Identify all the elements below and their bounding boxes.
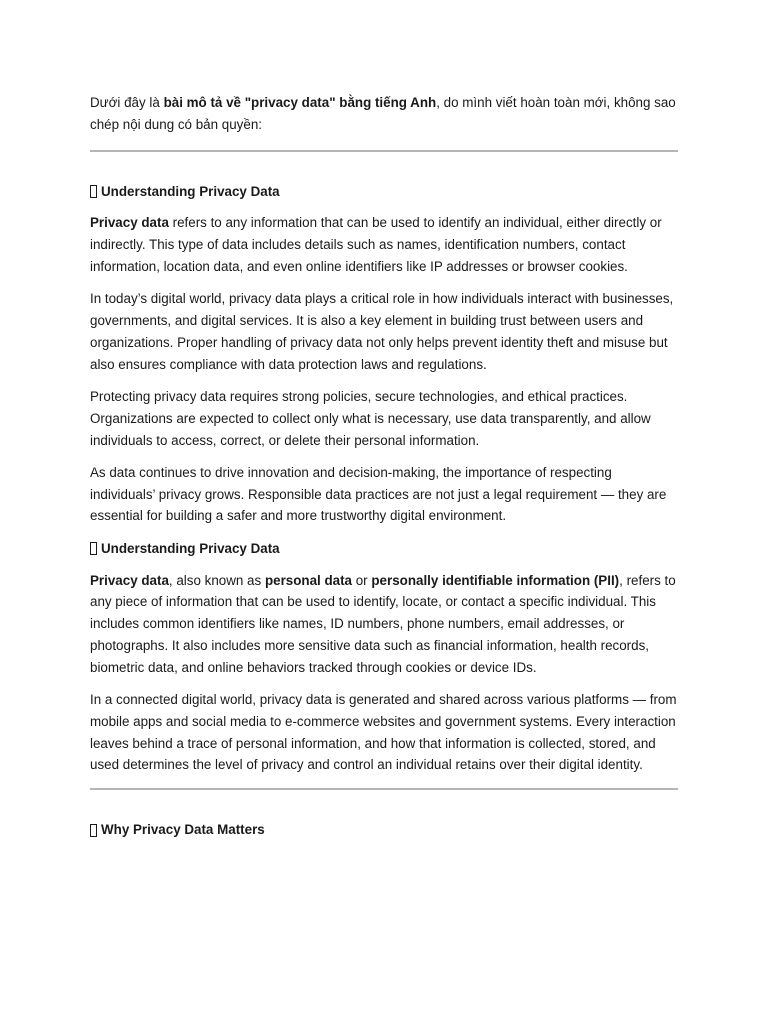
divider-top <box>90 150 678 152</box>
intro-suffix: , do mình viết hoàn toàn mới, không sao chép nội dung có bản quyền: <box>90 95 676 132</box>
paragraph-text: refers to any information that can be used to identify an individual, either directly or indirectly. This type of data includes details such as names, identification numbers, contact information, location data, and even online identifiers like IP addresses or browser cookies. <box>90 215 662 274</box>
paragraph-text: or <box>352 572 372 588</box>
paragraph <box>90 212 680 277</box>
section-heading-understanding <box>90 181 680 203</box>
bold-term: Privacy data <box>90 572 169 588</box>
intro-paragraph <box>90 92 680 136</box>
paragraph: As data continues to drive innovation and decision-making, the importance of respecting individuals’ privacy grows. Responsible data practices are not just a legal requirement — they are essential for building a safer and more trustworthy digital environment. <box>90 464 667 524</box>
paragraph: In a connected digital world, privacy data is generated and shared across various platforms — from mobile apps and social media to e-commerce websites and government systems. Every interaction leaves behind a trace of personal information, and how that information is collected, stored, and used determines the level of privacy and control an individual retains over their digital identity. <box>90 692 677 773</box>
missing-glyph-box-icon <box>90 542 97 555</box>
missing-glyph-box-icon <box>90 824 97 837</box>
paragraph <box>90 570 680 679</box>
document-page <box>90 92 680 841</box>
bold-term: Privacy data <box>90 215 169 231</box>
paragraph-text: , refers to any piece of information that can be used to identify, locate, or contact a specific individual. This includes common identifiers like names, ID numbers, phone numbers, email addresses, or photographs. It also includes more sensitive data such as financial information, health records, biometric data, and online behaviors tracked through cookies or device IDs. <box>90 572 676 675</box>
bold-term: personally identifiable information (PII) <box>371 572 620 588</box>
bold-term: personal data <box>264 572 353 588</box>
section-heading-why-matters <box>90 819 680 841</box>
section-heading-understanding-2 <box>90 538 680 560</box>
heading-text: Understanding Privacy Data <box>101 183 280 199</box>
paragraph: In today’s digital world, privacy data plays a critical role in how individuals interact with businesses, governments, and digital services. It is also a key element in building trust between users and organizations. Proper handling of privacy data not only helps prevent identity theft and misuse but also ensures compliance with data protection laws and regulations. <box>90 291 674 372</box>
intro-prefix: Dưới đây là <box>90 95 164 110</box>
missing-glyph-box-icon <box>90 185 97 198</box>
paragraph-text: , also known as <box>168 572 265 588</box>
intro-bold: bài mô tả về "privacy data" bằng tiếng Anh <box>163 95 437 110</box>
heading-text: Understanding Privacy Data <box>101 540 280 556</box>
paragraph: Protecting privacy data requires strong policies, secure technologies, and ethical practices. Organizations are expected to collect only what is necessary, use data transparently, and allow individuals to access, correct, or delete their personal information. <box>90 388 651 448</box>
heading-text: Why Privacy Data Matters <box>101 822 265 838</box>
divider-bottom <box>90 788 678 790</box>
